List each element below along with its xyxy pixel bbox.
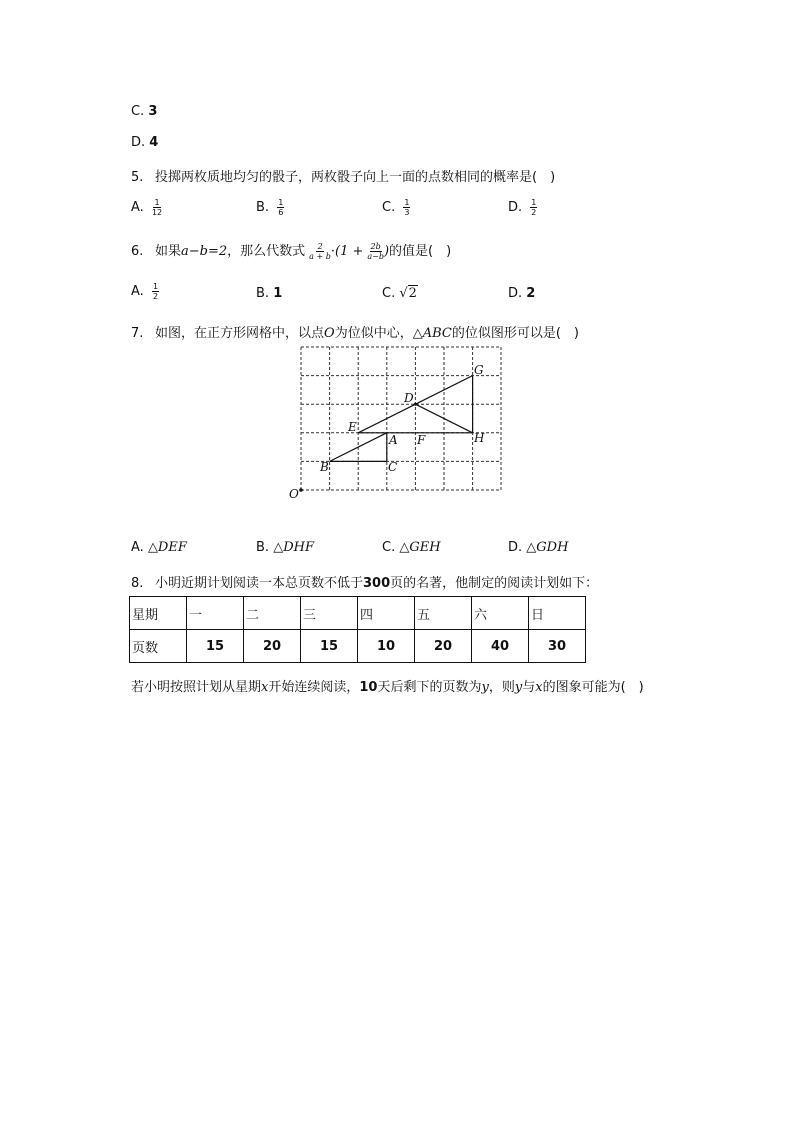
row-header-weekday: 星期 — [130, 597, 187, 630]
table-cell: 40 — [472, 630, 529, 663]
question-8-followup: 若小明按照计划从星期x开始连续阅读，10天后剩下的页数为y，则y与x的图象可能为( ) — [131, 680, 644, 695]
grid — [301, 347, 501, 490]
table-row — [130, 630, 586, 663]
fraction: $\frac{1}{12}$ — [151, 198, 163, 217]
table-cell: 15 — [187, 630, 244, 663]
label-f: F — [417, 433, 426, 447]
question-number: 5. — [131, 170, 144, 185]
q6-option-d: D. 2 — [508, 286, 536, 301]
q6-option-a: A. $\frac{1}{2}$ — [131, 282, 159, 301]
q7-option-d: D. △GDH — [508, 540, 569, 555]
label-o: O — [289, 487, 299, 501]
point-d — [414, 403, 417, 406]
label-a: A — [389, 433, 398, 447]
option-d-prev: D. 4 — [131, 135, 159, 150]
label-b: B — [320, 460, 329, 474]
table-cell: 二 — [244, 597, 301, 630]
q7-option-c: C. △GEH — [382, 540, 441, 555]
question-8: 8. 小明近期计划阅读一本总页数不低于300页的名著，他制定的阅读计划如下： — [131, 576, 599, 591]
question-text: 投掷两枚质地均匀的骰子，两枚骰子向上一面的点数相同的概率是( ) — [155, 170, 556, 185]
table-cell: 日 — [529, 597, 586, 630]
table-row — [130, 597, 586, 630]
q5-option-a: A. $\frac{1}{12}$ — [131, 198, 163, 217]
label-h: H — [474, 431, 485, 445]
grid-figure — [280, 340, 520, 510]
condition: a−b=2 — [181, 244, 228, 259]
label-g: G — [474, 363, 484, 377]
label-e: E — [348, 420, 357, 434]
option-c-prev: C. 3 — [131, 104, 158, 119]
q6-option-b: B. 1 — [256, 286, 283, 301]
question-number: 8. — [131, 576, 144, 591]
option-c-value: 3 — [148, 104, 158, 119]
fraction-2-over-a-plus-b: $\frac{2}{a + b}$ — [309, 242, 331, 261]
fraction: $\frac{1}{3}$ — [404, 198, 410, 217]
table-cell: 15 — [301, 630, 358, 663]
table-cell: 五 — [415, 597, 472, 630]
label-c: C — [388, 460, 398, 474]
question-7: 7. 如图，在正方形网格中，以点O为位似中心，△ABC的位似图形可以是( ) — [131, 326, 579, 341]
table-cell: 20 — [244, 630, 301, 663]
question-6: 6. 如果a−b=2，那么代数式 $\frac{2}{a + b}$ ·(1 + $\frac{2b}{a-b}$ )的值是( ) — [131, 242, 452, 261]
label-d: D — [404, 391, 414, 405]
row-header-pages: 页数 — [130, 630, 187, 663]
fraction: $\frac{1}{2}$ — [531, 198, 537, 217]
option-d-value: 4 — [149, 135, 159, 150]
q5-option-c: C. $\frac{1}{3}$ — [382, 198, 410, 217]
table-cell: 一 — [187, 597, 244, 630]
question-number: 6. — [131, 244, 144, 259]
figure-lines — [330, 376, 473, 462]
table-cell: 20 — [415, 630, 472, 663]
reading-plan-table — [129, 596, 586, 663]
q7-option-b: B. △DHF — [256, 540, 314, 555]
point-o — [299, 488, 303, 492]
fraction: $\frac{1}{6}$ — [278, 198, 284, 217]
q7-option-a: A. △DEF — [131, 540, 187, 555]
fraction: $\frac{1}{2}$ — [152, 282, 159, 301]
question-5 — [131, 166, 555, 185]
q6-option-c: C. √2 — [382, 286, 417, 301]
table-cell: 30 — [529, 630, 586, 663]
table-cell: 三 — [301, 597, 358, 630]
q5-option-d: D. $\frac{1}{2}$ — [508, 198, 537, 217]
question-number: 7. — [131, 326, 144, 341]
sqrt-2: √2 — [399, 286, 417, 301]
table-cell: 10 — [358, 630, 415, 663]
table-cell: 六 — [472, 597, 529, 630]
table-cell: 四 — [358, 597, 415, 630]
q5-option-b: B. $\frac{1}{6}$ — [256, 198, 284, 217]
fraction-2b-over-a-minus-b: $\frac{2b}{a-b}$ — [367, 242, 384, 261]
